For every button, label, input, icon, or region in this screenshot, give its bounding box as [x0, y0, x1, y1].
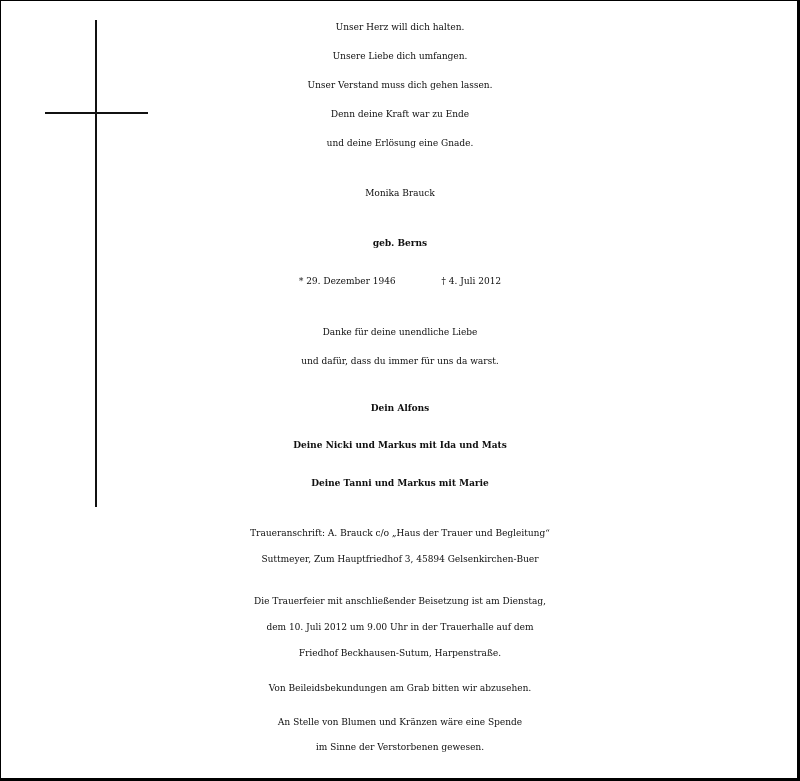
- donation-line: An Stelle von Blumen und Kränzen wäre eine Spende: [277, 718, 523, 728]
- ceremony-line: Die Trauerfeier mit anschließender Beisetzung ist am Dienstag,: [254, 597, 546, 607]
- condolence-note: Von Beileidsbekundungen am Grab bitten wir abzusehen.: [268, 684, 532, 694]
- maiden-name: geb. Berns: [372, 239, 428, 249]
- poem-line: Denn deine Kraft war zu Ende: [330, 110, 470, 120]
- death-date: † 4. Juli 2012: [441, 277, 502, 287]
- poem-line: Unsere Liebe dich umfangen.: [332, 52, 468, 62]
- life-dates: [0, 278, 800, 287]
- address-line: Suttmeyer, Zum Hauptfriedhof 3, 45894 Gelsenkirchen-Buer: [261, 555, 539, 565]
- ceremony-line: Friedhof Beckhausen-Sutum, Harpenstraße.: [298, 649, 502, 659]
- cross-vertical-bar: [95, 20, 97, 507]
- poem-line: Unser Verstand muss dich gehen lassen.: [307, 81, 493, 91]
- thanks-line: Danke für deine unendliche Liebe: [322, 328, 478, 338]
- address-line: Traueranschrift: A. Brauck c/o „Haus der Trauer und Begleitung“: [250, 529, 550, 539]
- ceremony-line: dem 10. Juli 2012 um 9.00 Uhr in der Trauerhalle auf dem: [266, 623, 534, 633]
- thanks-line: und dafür, dass du immer für uns da warst.: [301, 357, 499, 367]
- birth-date: * 29. Dezember 1946: [298, 277, 396, 287]
- family-line: Deine Tanni und Markus mit Marie: [311, 479, 489, 489]
- family-line: Dein Alfons: [370, 404, 430, 414]
- family-line: Deine Nicki und Markus mit Ida und Mats: [293, 441, 507, 451]
- poem-line: und deine Erlösung eine Gnade.: [326, 139, 474, 149]
- deceased-name: Monika Brauck: [365, 189, 435, 199]
- donation-line: im Sinne der Verstorbenen gewesen.: [315, 743, 485, 753]
- poem-line: Unser Herz will dich halten.: [335, 23, 465, 33]
